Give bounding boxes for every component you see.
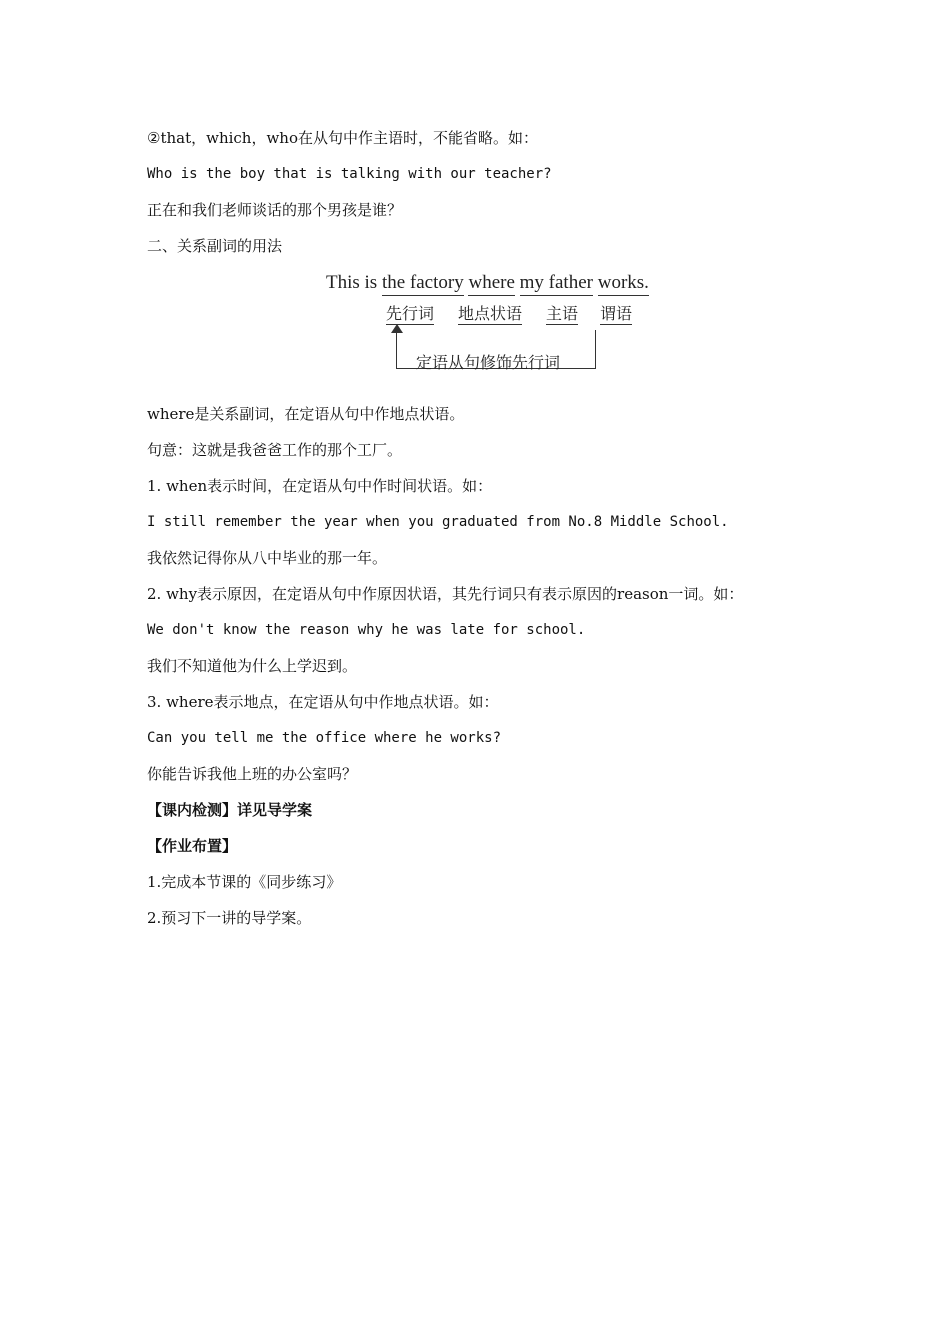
text-line: 2. why表示原因，在定语从句中作原因状语，其先行词只有表示原因的reason一词。如： xyxy=(147,585,744,603)
text-line: 句意：这就是我爸爸工作的那个工厂。 xyxy=(147,441,403,459)
list-item: 1.完成本节课的《同步练习》 xyxy=(147,873,342,891)
text-line: 你能告诉我他上班的办公室吗？ xyxy=(147,765,358,783)
section-heading: 【作业布置】 xyxy=(147,837,238,855)
diagram-sentence xyxy=(326,272,649,296)
example-sentence: Who is the boy that is talking with our teacher? xyxy=(147,166,552,182)
diagram-label-adverbial: 地点状语 xyxy=(458,304,523,323)
text-line: 正在和我们老师谈话的那个男孩是谁？ xyxy=(147,201,403,219)
diagram-verb: works. xyxy=(598,272,649,296)
text-line: 我们不知道他为什么上学迟到。 xyxy=(147,657,358,675)
section-heading: 【课内检测】详见导学案 xyxy=(147,801,313,819)
diagram-label-subject: 主语 xyxy=(546,304,579,323)
diagram-adverb: where xyxy=(468,272,514,296)
list-item: 2.预习下一讲的导学案。 xyxy=(147,909,312,927)
example-sentence: Can you tell me the office where he works? xyxy=(147,730,502,746)
grammar-diagram xyxy=(320,268,665,376)
text-line: ②that，which，who在从句中作主语时，不能省略。如： xyxy=(147,129,538,147)
text-line: 1. when表示时间，在定语从句中作时间状语。如： xyxy=(147,477,493,495)
diagram-antecedent: the factory xyxy=(382,272,464,296)
diagram-label-antecedent: 先行词 xyxy=(386,304,435,323)
example-sentence: We don't know the reason why he was late for school. xyxy=(147,622,586,638)
section-heading: 二、关系副词的用法 xyxy=(147,237,283,255)
diagram-subject: my father xyxy=(520,272,593,296)
diagram-box-label: 定语从句修饰先行词 xyxy=(416,353,561,372)
example-sentence: I still remember the year when you graduated from No.8 Middle School. xyxy=(147,514,729,530)
diagram-word: This is xyxy=(326,272,378,293)
text-line: where是关系副词，在定语从句中作地点状语。 xyxy=(147,405,465,423)
text-line: 我依然记得你从八中毕业的那一年。 xyxy=(147,549,388,567)
diagram-label-predicate: 谓语 xyxy=(600,304,633,323)
text-line: 3. where表示地点，在定语从句中作地点状语。如： xyxy=(147,693,499,711)
